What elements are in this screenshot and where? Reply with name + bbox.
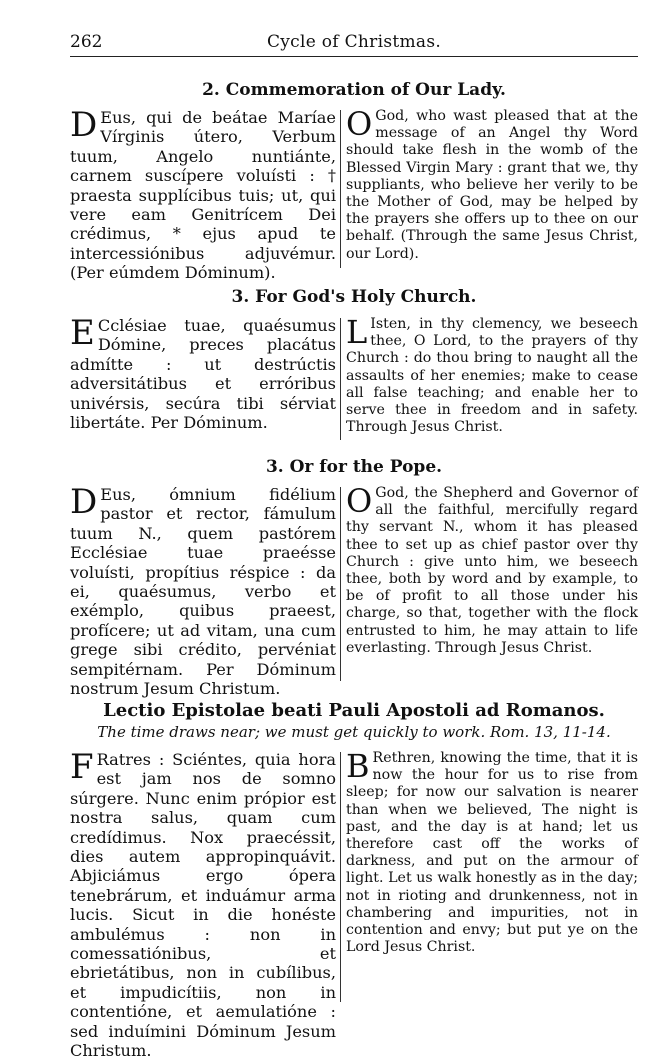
- drop-cap: F: [70, 747, 94, 787]
- english-body: Rethren, knowing the time, that it is now the hour for us to rise from sleep; for now our salvation is nearer than when we believed, The night is past, and the day is at hand; let us therefore cast off the works of darkness, and put on the armour of light. Let us walk honestly as in the day; not in rioting and drunkenness, not in chambering and impurities, not in contention and envy; but put ye on the Lord Jesus Christ.: [346, 750, 638, 956]
- column-divider: [340, 487, 341, 681]
- drop-cap: E: [70, 313, 95, 353]
- section-heading-pope: 3. Or for the Pope.: [265, 457, 443, 477]
- latin-text: [70, 313, 336, 433]
- column-divider: [340, 110, 341, 268]
- section-pope: [70, 482, 638, 699]
- english-body: Isten, in thy clemency, we beseech thee, O Lord, to the prayers of thy Church : do thou bring to naught all the assaults of her enemies; make to cease all false teaching; and enable her to serve thee in freedom and in safety. Through Jesus Christ.: [346, 316, 638, 436]
- drop-cap: D: [70, 105, 98, 145]
- page-number: 262: [70, 32, 103, 52]
- page-header: [70, 28, 638, 57]
- latin-text: [70, 482, 336, 699]
- lectio-subtitle: The time draws near; we must get quickly to work. Rom. 13, 11-14.: [97, 723, 611, 741]
- lectio-title: Lectio Epistolae beati Pauli Apostoli ad Romanos.: [103, 700, 605, 721]
- latin-text: [70, 747, 336, 1061]
- english-text: [346, 313, 638, 436]
- english-body: God, who wast pleased that at the message of an Angel thy Word should take flesh in the womb of the Blessed Virgin Mary : grant that we, thy suppliants, who believe her verily to be the Mother of God, may be helped by the prayers she offers up to thee on our behalf. (Through the same Jesus Christ, our Lord).: [346, 108, 638, 262]
- drop-cap: O: [346, 482, 373, 520]
- english-text: [346, 105, 638, 263]
- latin-body: Cclésiae tuae, quaésumus Dómine, preces placátus admítte : ut destrúctis adversitátibus et erróribus univérsis, secúra tibi sérviat libertáte. Per Dóminum.: [70, 316, 336, 433]
- latin-text: [70, 105, 336, 283]
- drop-cap: O: [346, 105, 373, 143]
- section-commemoration: [70, 105, 638, 283]
- english-text: [346, 747, 638, 956]
- running-title: Cycle of Christmas.: [266, 32, 442, 52]
- drop-cap: B: [346, 747, 370, 785]
- section-church: [70, 313, 638, 441]
- section-heading-church: 3. For God's Holy Church.: [231, 287, 477, 307]
- section-heading-commemoration: 2. Commemoration of Our Lady.: [202, 80, 506, 100]
- section-lectio: [70, 747, 638, 1061]
- drop-cap: D: [70, 482, 98, 522]
- drop-cap: L: [346, 313, 368, 351]
- latin-body: Ratres : Sciéntes, quia hora est jam nos de somno súrgere. Nunc enim própior est nostra salus, quam cum credídimus. Nox praecéssit, dies autem appropinquávit. Abjiciámus ergo ópera tenebrárum, et induámur arma lucis. Sicut in die honéste ambulémus : non in comessatiónibus, et ebrietátibus, non in cubílibus, et impudicítiis, non in contentióne, et aemulatióne : sed induímini Dóminum Jesum Christum.: [70, 750, 336, 1061]
- column-divider: [340, 318, 341, 440]
- english-text: [346, 482, 638, 657]
- english-body: God, the Shepherd and Governor of all the faithful, mercifully regard thy servant N., whom it has pleased thee to set up as chief pastor over thy Church : give unto him, we beseech thee, both by word and by example, to be of profit to all those under his charge, so that, together with the flock entrusted to him, he may attain to life everlasting. Through Jesus Christ.: [346, 485, 638, 656]
- latin-body: Eus, ómnium fidélium pastor et rector, fámulum tuum N., quem pastórem Ecclésiae tuae praeésse voluísti, propítius réspice : da ei, quaésumus, verbo et exémplo, quibus praeest, profícere; ut ad vitam, una cum grege sibi crédito, pervéniat sempitérnam. Per Dóminum nostrum Jesum Christum.: [70, 485, 336, 699]
- latin-body: Eus, qui de beátae Maríae Vírginis útero, Verbum tuum, Angelo nuntiánte, carnem suscípere voluísti : † praesta supplícibus tuis; ut, qui vere eam Genitrícem Dei crédimus, * ejus apud te intercessiónibus adjuvémur. (Per eúmdem Dóminum).: [70, 108, 336, 283]
- column-divider: [340, 752, 341, 1002]
